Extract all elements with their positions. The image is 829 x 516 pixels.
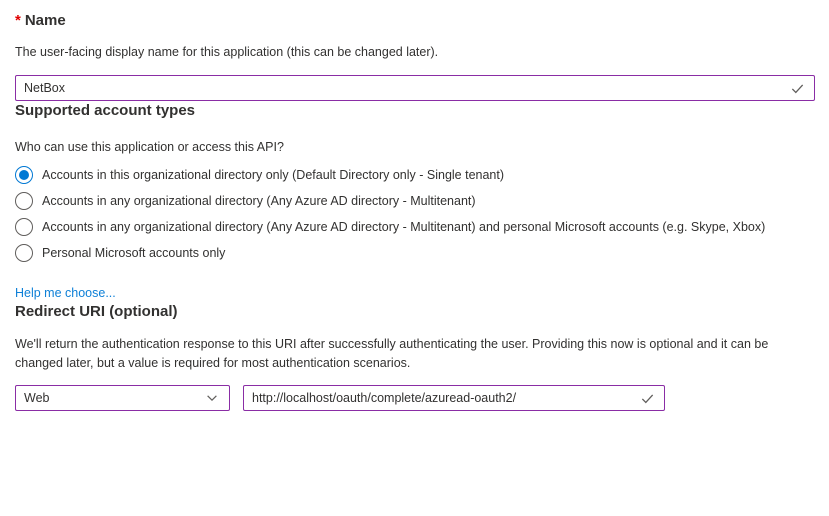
account-types-question: Who can use this application or access this API? bbox=[15, 140, 284, 154]
redirect-uri-title: Redirect URI (optional) bbox=[15, 303, 178, 320]
checkmark-icon bbox=[640, 391, 655, 406]
radio-option-label: Accounts in any organizational directory (Any Azure AD directory - Multitenant) bbox=[42, 194, 476, 208]
platform-select-value: Web bbox=[24, 391, 50, 405]
account-type-radio-group bbox=[15, 162, 815, 266]
redirect-uri-description: We'll return the authentication response to this URI after successfully authenticating the user. Providing this now is optional and it can be changed later, but a value is required for most authentication scenarios. bbox=[15, 337, 769, 370]
chevron-down-icon bbox=[205, 391, 219, 405]
supported-account-types-title: Supported account types bbox=[15, 102, 196, 119]
redirect-uri-row bbox=[15, 385, 815, 411]
help-me-choose-link[interactable]: Help me choose... bbox=[15, 286, 116, 300]
name-field bbox=[15, 75, 815, 101]
required-asterisk: * bbox=[15, 12, 21, 29]
radio-option-multitenant-personal[interactable] bbox=[15, 214, 815, 240]
redirect-uri-input[interactable] bbox=[244, 386, 640, 410]
redirect-uri-section bbox=[15, 302, 815, 411]
radio-unselected-icon bbox=[15, 218, 33, 236]
radio-option-label: Accounts in any organizational directory (Any Azure AD directory - Multitenant) and personal Microsoft accounts (e.g. Skype, Xbox) bbox=[42, 220, 766, 234]
name-description: The user-facing display name for this application (this can be changed later). bbox=[15, 45, 439, 59]
supported-account-types-section bbox=[15, 101, 815, 302]
name-section-title-text: Name bbox=[24, 12, 66, 29]
radio-selected-icon bbox=[15, 166, 33, 184]
radio-option-multitenant[interactable] bbox=[15, 188, 815, 214]
radio-unselected-icon bbox=[15, 244, 33, 262]
checkmark-icon bbox=[790, 81, 805, 96]
radio-option-personal-only[interactable] bbox=[15, 240, 815, 266]
platform-select[interactable] bbox=[15, 385, 230, 411]
name-input[interactable] bbox=[16, 76, 790, 100]
radio-option-single-tenant[interactable] bbox=[15, 162, 815, 188]
radio-option-label: Personal Microsoft accounts only bbox=[42, 246, 226, 260]
radio-option-label: Accounts in this organizational directory only (Default Directory only - Single tenant) bbox=[42, 168, 505, 182]
redirect-uri-field bbox=[243, 385, 665, 411]
name-section-title bbox=[15, 11, 815, 31]
radio-unselected-icon bbox=[15, 192, 33, 210]
name-section bbox=[15, 11, 815, 101]
